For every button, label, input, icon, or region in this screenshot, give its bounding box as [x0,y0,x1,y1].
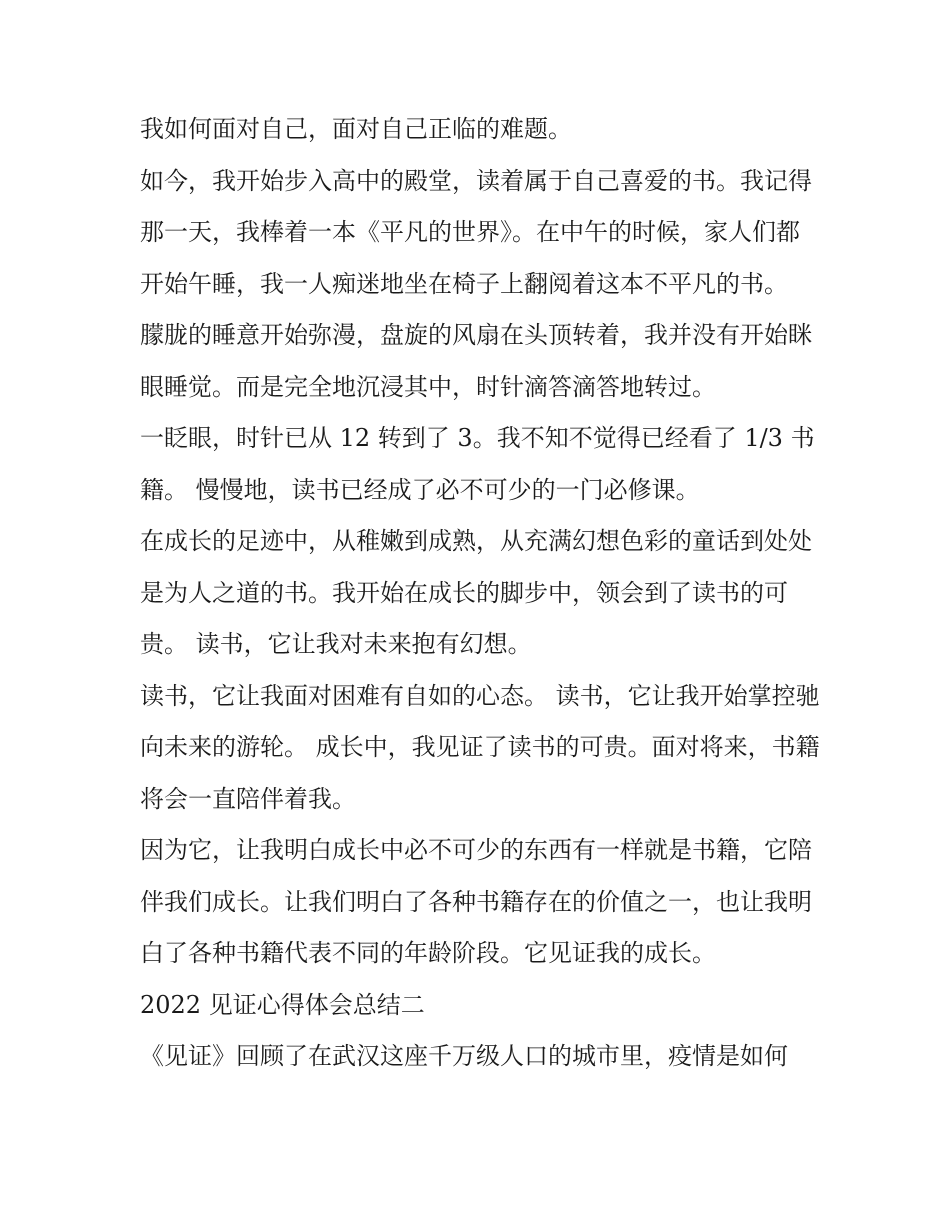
paragraph-2: 如今，我开始步入高中的殿堂，读着属于自己喜爱的书。我记得那一天，我棒着一本《平凡的世界》。在中午的时候，家人们都开始午睡，我一人痴迷地坐在椅子上翻阅着这本不平凡的书。 [140,166,812,298]
paragraph-3: 朦胧的睡意开始弥漫，盘旋的风扇在头顶转着，我并没有开始眯眼睡觉。而是完全地沉浸其中，时针滴答滴答地转过。 [140,321,812,401]
section-heading: 2022 见证心得体会总结二 [140,990,425,1019]
paragraph-4: 一眨眼，时针已从 12 转到了 3。我不知不觉得已经看了 1/3 书籍。 慢慢地，读书已经成了必不可少的一门必修课。 [140,424,815,504]
paragraph-1: 我如何面对自己，面对自己正临的难题。 [140,115,572,143]
paragraph-7: 因为它，让我明白成长中必不可少的东西有一样就是书籍，它陪伴我们成长。让我们明白了各种书籍存在的价值之一，也让我明白了各种书籍代表不同的年龄阶段。它见证我的成长。 [140,836,812,967]
paragraph-8: 《见证》回顾了在武汉这座千万级人口的城市里，疫情是如何 [140,1042,788,1070]
paragraph-6: 读书，它让我面对困难有自如的心态。 读书，它让我开始掌控驰向未来的游轮。 成长中，我见证了读书的可贵。面对将来，书籍将会一直陪伴着我。 [140,681,820,813]
paragraph-5: 在成长的足迹中，从稚嫩到成熟，从充满幻想色彩的童话到处处是为人之道的书。我开始在成长的脚步中，领会到了读书的可贵。 读书，它让我对未来抱有幻想。 [140,527,812,658]
document-body [140,104,820,1083]
